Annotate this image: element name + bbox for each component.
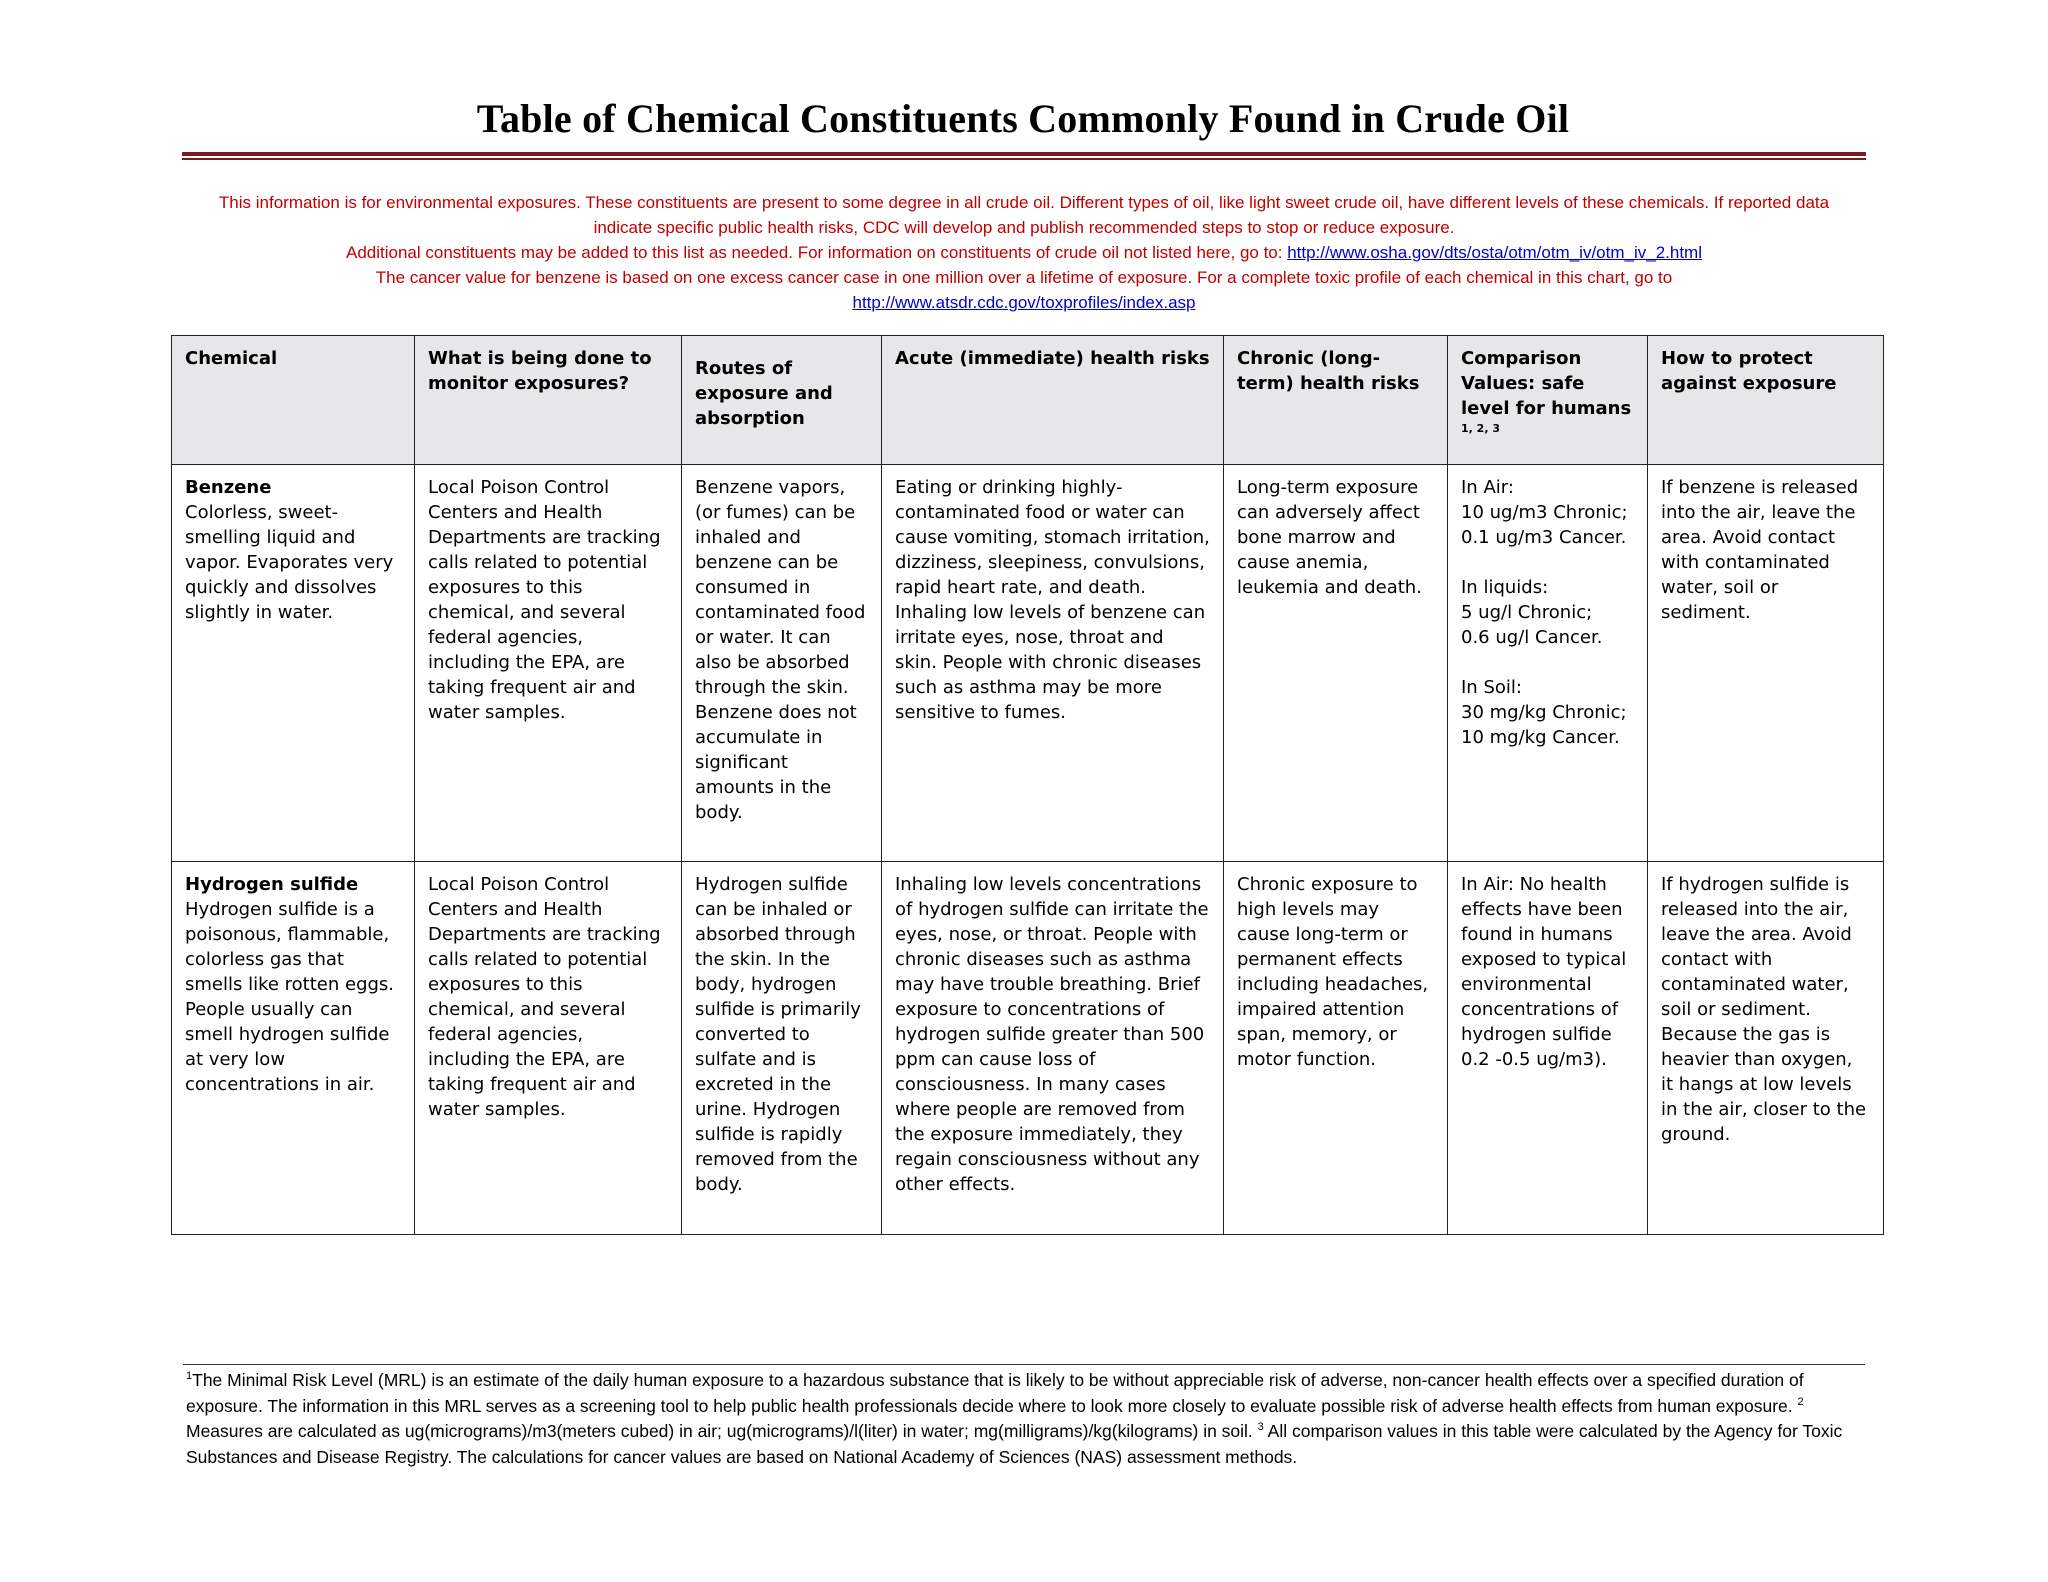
header-chronic: Chronic (long-term) health risks [1224, 336, 1448, 465]
footnote [186, 1368, 1862, 1470]
title-rule-thin [182, 158, 1866, 160]
footnote-text-1: The Minimal Risk Level (MRL) is an estimate of the daily human exposure to a hazardous substance that is likely to be without appreciable risk of adverse, non-cancer health effects over a specified duration of exposure. The information in this MRL serves as a screening tool to help public health professionals decide where to look more closely to evaluate possible risk of adverse health effects from human exposure. [186, 1370, 1804, 1416]
footnote-marker-3: 3 [1257, 1421, 1264, 1434]
footnote-text-3: All comparison values in this table were calculated by the Agency for Toxic Substances and Disease Registry. The calculations for cancer values are based on National Academy of Sciences (NAS) assessment methods. [186, 1421, 1843, 1467]
page-title: Table of Chemical Constituents Commonly Found in Crude Oil [476, 96, 1570, 141]
cell-protect: If hydrogen sulfide is released into the air, leave the area. Avoid contact with contaminated water, soil or sediment. Because the gas is heavier than oxygen, it hangs at low levels in the air, closer to the ground. [1648, 862, 1884, 1235]
header-comparison-footnote-refs: 1, 2, 3 [1461, 422, 1500, 435]
footnote-text-2: Measures are calculated as ug(micrograms)/m3(meters cubed) in air; ug(micrograms)/l(liter) in water; mg(milligrams)/kg(kilograms) in soil. [186, 1421, 1258, 1441]
cell-comparison: In Air: 10 ug/m3 Chronic; 0.1 ug/m3 Cancer. In liquids: 5 ug/l Chronic; 0.6 ug/l Cancer. In Soil: 30 mg/kg Chronic; 10 mg/kg Cancer. [1448, 465, 1648, 862]
header-comparison [1448, 336, 1648, 465]
chemical-name: Benzene [185, 477, 272, 498]
cell-routes: Benzene vapors, (or fumes) can be inhaled and benzene can be consumed in contaminated food or water. It can also be absorbed through the skin. Benzene does not accumulate in significant amounts in the body. [682, 465, 882, 862]
header-chemical: Chemical [172, 336, 415, 465]
header-acute: Acute (immediate) health risks [882, 336, 1224, 465]
intro-line-4 [200, 290, 1848, 315]
intro-line-2 [200, 240, 1848, 265]
header-routes-label: Routes of exposure and absorption [695, 358, 833, 429]
title-rule-thick [182, 152, 1866, 156]
header-comparison-label: Comparison Values: safe level for humans [1461, 348, 1632, 419]
intro-line-1: This information is for environmental exposures. These constituents are present to some degree in all crude oil. Different types of oil, like light sweet crude oil, have different levels of these chemicals. If reported data indicate specific public health risks, CDC will develop and publish recommended steps to stop or reduce exposure. [218, 193, 1830, 237]
cell-comparison: In Air: No health effects have been found in humans exposed to typical environmental concentrations of hydrogen sulfide 0.2 -0.5 ug/m3). [1448, 862, 1648, 1235]
cell-acute: Inhaling low levels concentrations of hydrogen sulfide can irritate the eyes, nose, or throat. People with chronic diseases such as asthma may have trouble breathing. Brief exposure to concentrations of hydrogen sulfide greater than 500 ppm can cause loss of consciousness. In many cases where people are removed from the exposure immediately, they regain consciousness without any other effects. [882, 862, 1224, 1235]
cell-chronic: Chronic exposure to high levels may cause long-term or permanent effects including headaches, impaired attention span, memory, or motor function. [1224, 862, 1448, 1235]
footnote-rule [183, 1364, 1865, 1365]
table-header-row [172, 336, 1884, 465]
intro-notice [200, 190, 1848, 315]
intro-line-3: The cancer value for benzene is based on one excess cancer case in one million over a lifetime of exposure. For a complete toxic profile of each chemical in this chart, go to [375, 268, 1673, 287]
header-protect: How to protect against exposure [1648, 336, 1884, 465]
chemical-name: Hydrogen sulfide [185, 874, 359, 895]
cell-monitor: Local Poison Control Centers and Health Departments are tracking calls related to potential exposures to this chemical, and several federal agencies, including the EPA, are taking frequent air and water samples. [415, 862, 682, 1235]
cell-chemical [172, 862, 415, 1235]
cell-chemical [172, 465, 415, 862]
atsdr-link[interactable]: http://www.atsdr.cdc.gov/toxprofiles/index.asp [852, 293, 1196, 312]
chemical-description: Hydrogen sulfide is a poisonous, flammable, colorless gas that smells like rotten eggs. People usually can smell hydrogen sulfide at very low concentrations in air. [185, 899, 395, 1095]
chemical-description: Colorless, sweet-smelling liquid and vapor. Evaporates very quickly and dissolves slightly in water. [185, 502, 394, 623]
table-row [172, 862, 1884, 1235]
chemical-table [171, 335, 1884, 1235]
intro-line-2-text: Additional constituents may be added to this list as needed. For information on constituents of crude oil not listed here, go to: [345, 243, 1288, 262]
footnote-marker-1: 1 [186, 1370, 193, 1383]
cell-monitor: Local Poison Control Centers and Health Departments are tracking calls related to potential exposures to this chemical, and several federal agencies, including the EPA, are taking frequent air and water samples. [415, 465, 682, 862]
table-row [172, 465, 1884, 862]
cell-protect: If benzene is released into the air, leave the area. Avoid contact with contaminated water, soil or sediment. [1648, 465, 1884, 862]
header-monitor: What is being done to monitor exposures? [415, 336, 682, 465]
cell-routes: Hydrogen sulfide can be inhaled or absorbed through the skin. In the body, hydrogen sulfide is primarily converted to sulfate and is excreted in the urine. Hydrogen sulfide is rapidly removed from the body. [682, 862, 882, 1235]
header-routes [682, 336, 882, 465]
osha-link[interactable]: http://www.osha.gov/dts/osta/otm/otm_iv/otm_iv_2.html [1287, 243, 1702, 262]
footnote-marker-2: 2 [1797, 1395, 1804, 1408]
cell-chronic: Long-term exposure can adversely affect bone marrow and cause anemia, leukemia and death. [1224, 465, 1448, 862]
cell-acute: Eating or drinking highly-contaminated food or water can cause vomiting, stomach irritation, dizziness, sleepiness, convulsions, rapid heart rate, and death. Inhaling low levels of benzene can irritate eyes, nose, throat and skin. People with chronic diseases such as asthma may be more sensitive to fumes. [882, 465, 1224, 862]
